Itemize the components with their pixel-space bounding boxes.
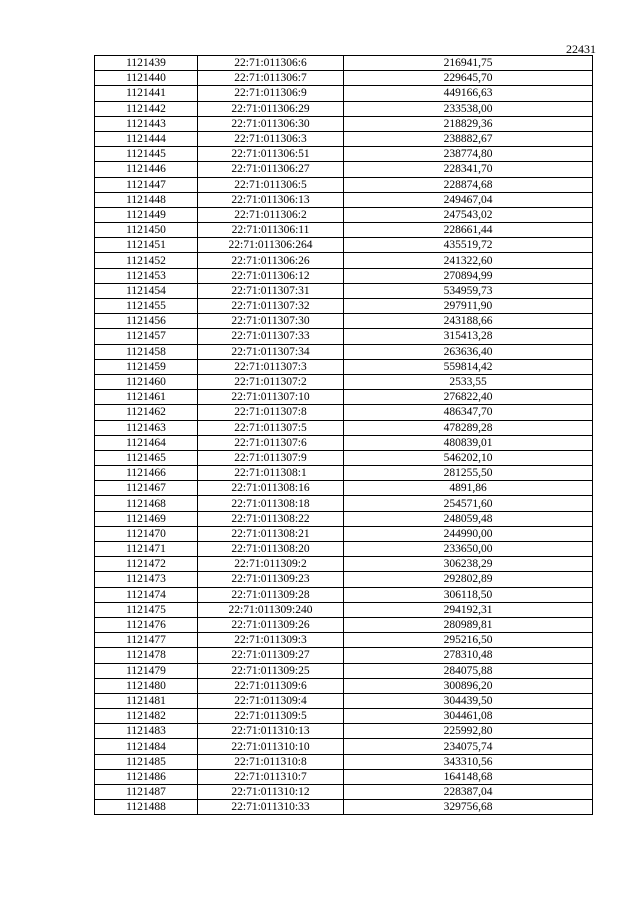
cadastral-number-cell: 22:71:011307:6 <box>198 435 344 450</box>
cadastral-number-cell: 22:71:011308:20 <box>198 542 344 557</box>
row-number-cell: 1121462 <box>95 405 198 420</box>
row-number-cell: 1121459 <box>95 359 198 374</box>
row-number-cell: 1121464 <box>95 435 198 450</box>
cadastral-number-cell: 22:71:011309:3 <box>198 633 344 648</box>
row-number-cell: 1121440 <box>95 71 198 86</box>
cadastral-number-cell: 22:71:011309:28 <box>198 587 344 602</box>
row-number-cell: 1121447 <box>95 177 198 192</box>
value-cell: 225992,80 <box>344 724 593 739</box>
table-row <box>95 754 593 769</box>
row-number-cell: 1121461 <box>95 390 198 405</box>
value-cell: 228387,04 <box>344 785 593 800</box>
table-row <box>95 617 593 632</box>
table-row <box>95 648 593 663</box>
value-cell: 284075,88 <box>344 663 593 678</box>
table-row <box>95 238 593 253</box>
cadastral-number-cell: 22:71:011306:29 <box>198 101 344 116</box>
table-row <box>95 769 593 784</box>
table-row <box>95 466 593 481</box>
row-number-cell: 1121479 <box>95 663 198 678</box>
row-number-cell: 1121444 <box>95 131 198 146</box>
cadastral-number-cell: 22:71:011307:10 <box>198 390 344 405</box>
value-cell: 238882,67 <box>344 131 593 146</box>
cadastral-number-cell: 22:71:011306:27 <box>198 162 344 177</box>
cadastral-number-cell: 22:71:011310:12 <box>198 785 344 800</box>
value-cell: 304461,08 <box>344 709 593 724</box>
table-row <box>95 633 593 648</box>
table-row <box>95 101 593 116</box>
table-row <box>95 663 593 678</box>
table-row <box>95 572 593 587</box>
table-row <box>95 56 593 71</box>
value-cell: 304439,50 <box>344 693 593 708</box>
cadastral-number-cell: 22:71:011306:13 <box>198 192 344 207</box>
cadastral-number-cell: 22:71:011307:32 <box>198 299 344 314</box>
cadastral-number-cell: 22:71:011309:4 <box>198 693 344 708</box>
cadastral-number-cell: 22:71:011307:33 <box>198 329 344 344</box>
table-row <box>95 450 593 465</box>
table-row <box>95 374 593 389</box>
value-cell: 276822,40 <box>344 390 593 405</box>
row-number-cell: 1121469 <box>95 511 198 526</box>
table-row <box>95 587 593 602</box>
table-row <box>95 207 593 222</box>
table-row <box>95 739 593 754</box>
table-row <box>95 329 593 344</box>
row-number-cell: 1121449 <box>95 207 198 222</box>
row-number-cell: 1121472 <box>95 557 198 572</box>
value-cell: 343310,56 <box>344 754 593 769</box>
cadastral-number-cell: 22:71:011308:21 <box>198 526 344 541</box>
table-row <box>95 131 593 146</box>
value-cell: 297911,90 <box>344 299 593 314</box>
page-number: 22431 <box>566 42 596 56</box>
row-number-cell: 1121477 <box>95 633 198 648</box>
table-row <box>95 542 593 557</box>
value-cell: 233650,00 <box>344 542 593 557</box>
row-number-cell: 1121488 <box>95 800 198 815</box>
table-row <box>95 481 593 496</box>
cadastral-number-cell: 22:71:011306:7 <box>198 71 344 86</box>
cadastral-number-cell: 22:71:011306:9 <box>198 86 344 101</box>
row-number-cell: 1121483 <box>95 724 198 739</box>
cadastral-number-cell: 22:71:011309:240 <box>198 602 344 617</box>
row-number-cell: 1121468 <box>95 496 198 511</box>
table-row <box>95 359 593 374</box>
value-cell: 164148,68 <box>344 769 593 784</box>
table-row <box>95 71 593 86</box>
cadastral-number-cell: 22:71:011306:12 <box>198 268 344 283</box>
table-row <box>95 709 593 724</box>
table-row <box>95 405 593 420</box>
table-row <box>95 678 593 693</box>
cadastral-number-cell: 22:71:011306:3 <box>198 131 344 146</box>
cadastral-number-cell: 22:71:011309:2 <box>198 557 344 572</box>
cadastral-number-cell: 22:71:011306:6 <box>198 56 344 71</box>
row-number-cell: 1121460 <box>95 374 198 389</box>
row-number-cell: 1121481 <box>95 693 198 708</box>
table-row <box>95 526 593 541</box>
table-row <box>95 344 593 359</box>
row-number-cell: 1121471 <box>95 542 198 557</box>
row-number-cell: 1121441 <box>95 86 198 101</box>
table-row <box>95 147 593 162</box>
row-number-cell: 1121452 <box>95 253 198 268</box>
table-row <box>95 268 593 283</box>
value-cell: 306118,50 <box>344 587 593 602</box>
value-cell: 238774,80 <box>344 147 593 162</box>
row-number-cell: 1121484 <box>95 739 198 754</box>
value-cell: 248059,48 <box>344 511 593 526</box>
row-number-cell: 1121456 <box>95 314 198 329</box>
registry-table <box>94 55 593 815</box>
value-cell: 559814,42 <box>344 359 593 374</box>
value-cell: 249467,04 <box>344 192 593 207</box>
table-row <box>95 800 593 815</box>
cadastral-number-cell: 22:71:011308:16 <box>198 481 344 496</box>
cadastral-number-cell: 22:71:011306:30 <box>198 116 344 131</box>
row-number-cell: 1121470 <box>95 526 198 541</box>
cadastral-number-cell: 22:71:011310:13 <box>198 724 344 739</box>
cadastral-number-cell: 22:71:011309:27 <box>198 648 344 663</box>
value-cell: 280989,81 <box>344 617 593 632</box>
row-number-cell: 1121480 <box>95 678 198 693</box>
value-cell: 229645,70 <box>344 71 593 86</box>
row-number-cell: 1121453 <box>95 268 198 283</box>
table-row <box>95 435 593 450</box>
row-number-cell: 1121482 <box>95 709 198 724</box>
cadastral-number-cell: 22:71:011310:8 <box>198 754 344 769</box>
row-number-cell: 1121463 <box>95 420 198 435</box>
value-cell: 300896,20 <box>344 678 593 693</box>
row-number-cell: 1121455 <box>95 299 198 314</box>
row-number-cell: 1121465 <box>95 450 198 465</box>
cadastral-number-cell: 22:71:011307:8 <box>198 405 344 420</box>
value-cell: 281255,50 <box>344 466 593 481</box>
row-number-cell: 1121467 <box>95 481 198 496</box>
cadastral-number-cell: 22:71:011307:2 <box>198 374 344 389</box>
table-row <box>95 162 593 177</box>
table-row <box>95 511 593 526</box>
value-cell: 244990,00 <box>344 526 593 541</box>
cadastral-number-cell: 22:71:011309:26 <box>198 617 344 632</box>
row-number-cell: 1121485 <box>95 754 198 769</box>
cadastral-number-cell: 22:71:011309:6 <box>198 678 344 693</box>
cadastral-number-cell: 22:71:011306:264 <box>198 238 344 253</box>
cadastral-number-cell: 22:71:011307:34 <box>198 344 344 359</box>
cadastral-number-cell: 22:71:011310:7 <box>198 769 344 784</box>
row-number-cell: 1121439 <box>95 56 198 71</box>
cadastral-number-cell: 22:71:011308:1 <box>198 466 344 481</box>
value-cell: 478289,28 <box>344 420 593 435</box>
table-row <box>95 116 593 131</box>
value-cell: 228874,68 <box>344 177 593 192</box>
value-cell: 4891,86 <box>344 481 593 496</box>
table-row <box>95 602 593 617</box>
value-cell: 315413,28 <box>344 329 593 344</box>
row-number-cell: 1121458 <box>95 344 198 359</box>
table-row <box>95 557 593 572</box>
row-number-cell: 1121443 <box>95 116 198 131</box>
table-row <box>95 253 593 268</box>
value-cell: 534959,73 <box>344 283 593 298</box>
cadastral-number-cell: 22:71:011309:25 <box>198 663 344 678</box>
row-number-cell: 1121451 <box>95 238 198 253</box>
row-number-cell: 1121478 <box>95 648 198 663</box>
row-number-cell: 1121474 <box>95 587 198 602</box>
value-cell: 292802,89 <box>344 572 593 587</box>
cadastral-number-cell: 22:71:011307:30 <box>198 314 344 329</box>
table-row <box>95 724 593 739</box>
row-number-cell: 1121450 <box>95 223 198 238</box>
table-row <box>95 420 593 435</box>
value-cell: 449166,63 <box>344 86 593 101</box>
row-number-cell: 1121475 <box>95 602 198 617</box>
row-number-cell: 1121457 <box>95 329 198 344</box>
value-cell: 234075,74 <box>344 739 593 754</box>
row-number-cell: 1121466 <box>95 466 198 481</box>
value-cell: 228341,70 <box>344 162 593 177</box>
table-row <box>95 192 593 207</box>
cadastral-number-cell: 22:71:011306:26 <box>198 253 344 268</box>
cadastral-number-cell: 22:71:011306:51 <box>198 147 344 162</box>
value-cell: 295216,50 <box>344 633 593 648</box>
row-number-cell: 1121448 <box>95 192 198 207</box>
value-cell: 233538,00 <box>344 101 593 116</box>
cadastral-number-cell: 22:71:011310:33 <box>198 800 344 815</box>
value-cell: 216941,75 <box>344 56 593 71</box>
cadastral-number-cell: 22:71:011307:31 <box>198 283 344 298</box>
cadastral-number-cell: 22:71:011309:5 <box>198 709 344 724</box>
cadastral-number-cell: 22:71:011306:2 <box>198 207 344 222</box>
value-cell: 241322,60 <box>344 253 593 268</box>
table-row <box>95 86 593 101</box>
value-cell: 486347,70 <box>344 405 593 420</box>
value-cell: 435519,72 <box>344 238 593 253</box>
table-row <box>95 314 593 329</box>
cadastral-number-cell: 22:71:011306:5 <box>198 177 344 192</box>
value-cell: 306238,29 <box>344 557 593 572</box>
value-cell: 278310,48 <box>344 648 593 663</box>
table-row <box>95 299 593 314</box>
row-number-cell: 1121442 <box>95 101 198 116</box>
row-number-cell: 1121476 <box>95 617 198 632</box>
value-cell: 546202,10 <box>344 450 593 465</box>
row-number-cell: 1121445 <box>95 147 198 162</box>
table-row <box>95 693 593 708</box>
row-number-cell: 1121486 <box>95 769 198 784</box>
value-cell: 329756,68 <box>344 800 593 815</box>
table-row <box>95 496 593 511</box>
cadastral-number-cell: 22:71:011307:3 <box>198 359 344 374</box>
cadastral-number-cell: 22:71:011307:9 <box>198 450 344 465</box>
row-number-cell: 1121446 <box>95 162 198 177</box>
value-cell: 228661,44 <box>344 223 593 238</box>
cadastral-number-cell: 22:71:011310:10 <box>198 739 344 754</box>
cadastral-number-cell: 22:71:011306:11 <box>198 223 344 238</box>
value-cell: 247543,02 <box>344 207 593 222</box>
value-cell: 480839,01 <box>344 435 593 450</box>
cadastral-number-cell: 22:71:011307:5 <box>198 420 344 435</box>
table-row <box>95 177 593 192</box>
value-cell: 270894,99 <box>344 268 593 283</box>
registry-table-body <box>95 56 593 815</box>
table-row <box>95 390 593 405</box>
table-row <box>95 223 593 238</box>
value-cell: 2533,55 <box>344 374 593 389</box>
cadastral-number-cell: 22:71:011309:23 <box>198 572 344 587</box>
row-number-cell: 1121473 <box>95 572 198 587</box>
value-cell: 218829,36 <box>344 116 593 131</box>
row-number-cell: 1121454 <box>95 283 198 298</box>
value-cell: 243188,66 <box>344 314 593 329</box>
value-cell: 263636,40 <box>344 344 593 359</box>
cadastral-number-cell: 22:71:011308:18 <box>198 496 344 511</box>
table-row <box>95 785 593 800</box>
table-row <box>95 283 593 298</box>
value-cell: 294192,31 <box>344 602 593 617</box>
value-cell: 254571,60 <box>344 496 593 511</box>
cadastral-number-cell: 22:71:011308:22 <box>198 511 344 526</box>
row-number-cell: 1121487 <box>95 785 198 800</box>
